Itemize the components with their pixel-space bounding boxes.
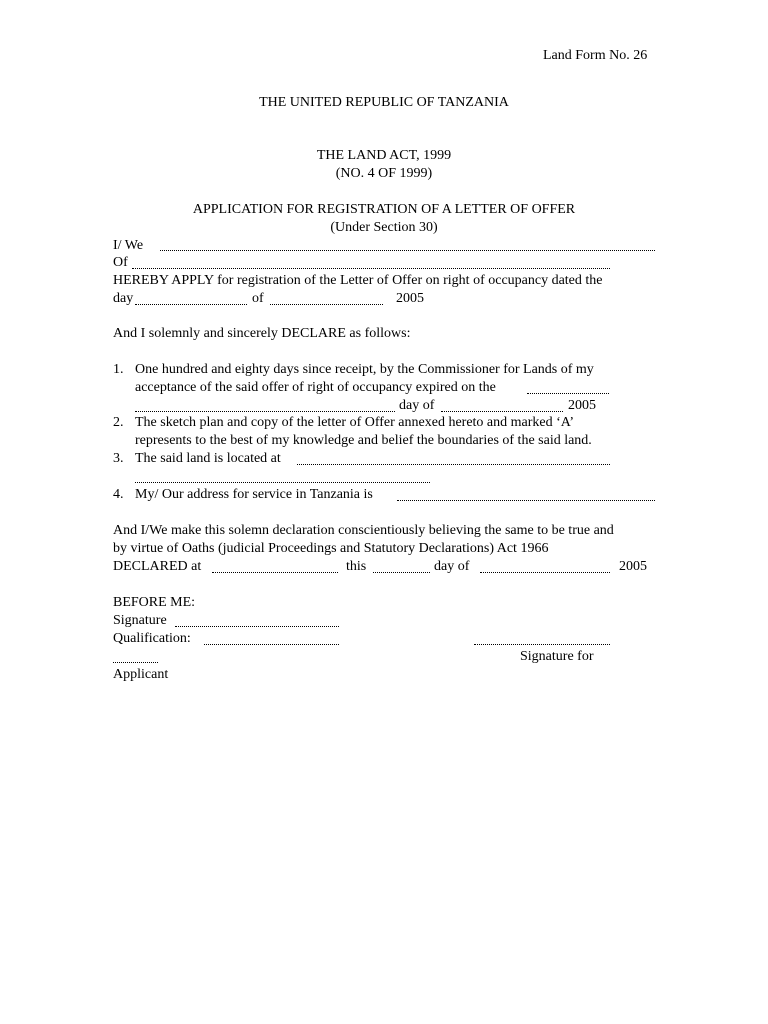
declare-intro: And I solemnly and sincerely DECLARE as follows: (113, 326, 411, 341)
signature-for-label: Signature for (520, 649, 594, 664)
item-3-blank-b (135, 482, 430, 483)
form-title: APPLICATION FOR REGISTRATION OF A LETTER OF OFFER (192, 202, 576, 217)
item-2-number: 2. (113, 415, 124, 430)
declared-at-label: DECLARED at (113, 559, 202, 574)
item-4-line-1: My/ Our address for service in Tanzania is (135, 487, 373, 502)
qualification-blank (204, 644, 339, 645)
item-4-blank (397, 500, 655, 501)
declared-day-blank (480, 572, 610, 573)
of-blank (132, 268, 610, 269)
applicant-label: Applicant (113, 667, 169, 682)
act-number: (NO. 4 OF 1999) (335, 166, 433, 181)
apply-year: 2005 (396, 291, 424, 306)
declared-year: 2005 (619, 559, 647, 574)
item-2-line-1: The sketch plan and copy of the letter of Offer annexed hereto and marked ‘A’ (135, 415, 575, 430)
qualification-label: Qualification: (113, 631, 191, 646)
declared-day-of-label: day of (434, 559, 470, 574)
country-heading: THE UNITED REPUBLIC OF TANZANIA (259, 95, 509, 110)
i-we-blank (160, 250, 655, 251)
of-month-label: of (252, 291, 264, 306)
item-3-line-1: The said land is located at (135, 451, 281, 466)
item-3-number: 3. (113, 451, 124, 466)
of-label: Of (113, 255, 128, 270)
item-1-blank-b (135, 411, 395, 412)
item-1-line-2: acceptance of the said offer of right of occupancy expired on the (135, 380, 496, 395)
continuation-blank (113, 662, 158, 663)
item-4-number: 4. (113, 487, 124, 502)
item-1-number: 1. (113, 362, 124, 377)
act-heading: THE LAND ACT, 1999 (316, 148, 452, 163)
item-1-blank-c (441, 411, 563, 412)
signature-blank (175, 626, 339, 627)
before-me-label: BEFORE ME: (113, 595, 196, 610)
item-1-blank-a (527, 393, 609, 394)
item-1-line-1: One hundred and eighty days since receipt, by the Commissioner for Lands of my (135, 362, 594, 377)
declaration-line-1: And I/We make this solemn declaration conscientiously believing the same to be true and (113, 523, 614, 538)
item-1-year: 2005 (568, 398, 596, 413)
section-reference: (Under Section 30) (330, 220, 438, 235)
signature-label: Signature (113, 613, 167, 628)
day-blank (135, 304, 247, 305)
declaration-line-2: by virtue of Oaths (judicial Proceedings and Statutory Declarations) Act 1966 (113, 541, 549, 556)
declared-at-blank (212, 572, 338, 573)
item-2-line-2: represents to the best of my knowledge and belief the boundaries of the said land. (135, 433, 592, 448)
form-number: Land Form No. 26 (543, 48, 648, 63)
day-label: day (113, 291, 134, 306)
item-1-day-of: day of (399, 398, 435, 413)
this-blank (373, 572, 430, 573)
apply-statement: HEREBY APPLY for registration of the Letter of Offer on right of occupancy dated the (113, 273, 603, 288)
applicant-signature-blank (474, 644, 610, 645)
month-blank (270, 304, 383, 305)
i-we-label: I/ We (113, 238, 144, 253)
this-label: this (346, 559, 367, 574)
item-3-blank-a (297, 464, 610, 465)
